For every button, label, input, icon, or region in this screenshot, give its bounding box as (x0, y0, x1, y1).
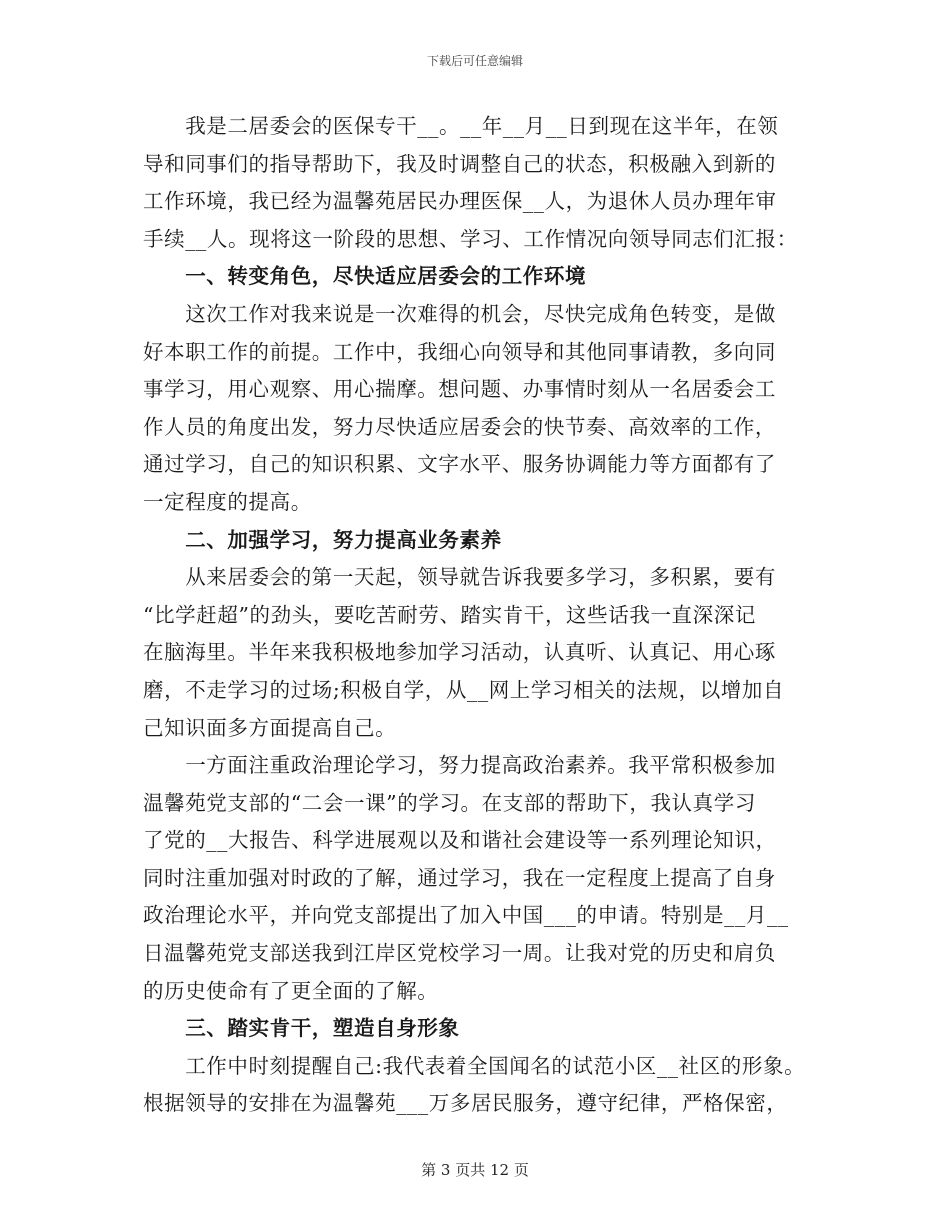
page-footer: 第 3 页共 12 页 (421, 1161, 529, 1179)
section-heading: 二、加强学习，努力提高业务素养 (143, 527, 502, 552)
paragraph-line: 根据领导的安排在为温馨苑___万多居民服务，遵守纪律，严格保密， (143, 1091, 788, 1116)
paragraph-line: 从来居委会的第一天起，领导就告诉我要多学习，多积累，要有 (143, 565, 776, 590)
paragraph-line: 我是二居委会的医保专干__。__年__月__日到现在这半年，在领 (143, 114, 779, 138)
paragraph-line: 的历史使命有了更全面的了解。 (143, 978, 439, 1003)
paragraph-line: 了党的__大报告、科学进展观以及和谐社会建设等一系列理论知识， (143, 828, 777, 853)
section-heading: 三、踏实肯干，塑造自身形象 (143, 1016, 460, 1041)
document-body (143, 108, 813, 1123)
paragraph-line: 通过学习，自己的知识积累、文字水平、服务协调能力等方面都有了 (143, 452, 776, 477)
paragraph-line: 这次工作对我来说是一次难得的机会，尽快完成角色转变，是做 (143, 301, 776, 326)
paragraph-line: 工作环境，我已经为温馨苑居民办理医保__人，为退休人员办理年审 (143, 189, 777, 214)
paragraph-line: 好本职工作的前提。工作中，我细心向领导和其他同事请教，多向同 (143, 339, 776, 364)
paragraph-line: 事学习，用心观察、用心揣摩。想问题、办事情时刻从一名居委会工 (143, 377, 776, 402)
paragraph-line: 作人员的角度出发，努力尽快适应居委会的快节奏、高效率的工作， (143, 414, 776, 439)
page-header: 下载后可任意编辑 (426, 54, 523, 68)
paragraph-line: 一方面注重政治理论学习，努力提高政治素养。我平常积极参加 (143, 753, 776, 778)
paragraph-line: 日温馨苑党支部送我到江岸区党校学习一周。让我对党的历史和肩负 (143, 941, 776, 966)
paragraph-line: “比学赶超”的劲头，要吃苦耐劳、踏实肯干，这些话我一直深深记 (143, 602, 756, 627)
paragraph-line: 在脑海里。半年来我积极地参加学习活动，认真听、认真记、用心琢 (143, 640, 776, 665)
paragraph-line: 导和同事们的指导帮助下，我及时调整自己的状态，积极融入到新的 (143, 151, 776, 176)
paragraph-line: 一定程度的提高。 (143, 489, 312, 514)
paragraph-line: 同时注重加强对时政的了解，通过学习，我在一定程度上提高了自身 (143, 865, 776, 890)
paragraph-line: 温馨苑党支部的“二会一课”的学习。在支部的帮助下，我认真学习 (143, 790, 756, 815)
paragraph-line: 磨，不走学习的过场;积极自学，从__网上学习相关的法规，以增加自 (143, 677, 785, 702)
section-heading: 一、转变角色，尽快适应居委会的工作环境 (143, 264, 587, 289)
paragraph-line: 手续__人。现将这一阶段的思想、学习、工作情况向领导同志们汇报： (143, 226, 798, 251)
paragraph-line: 己知识面多方面提高自己。 (143, 715, 397, 740)
paragraph-line: 政治理论水平，并向党支部提出了加入中国___的申请。特别是__月__ (143, 903, 789, 928)
paragraph-line: 工作中时刻提醒自己:我代表着全国闻名的试范小区__社区的形象。 (143, 1053, 806, 1078)
